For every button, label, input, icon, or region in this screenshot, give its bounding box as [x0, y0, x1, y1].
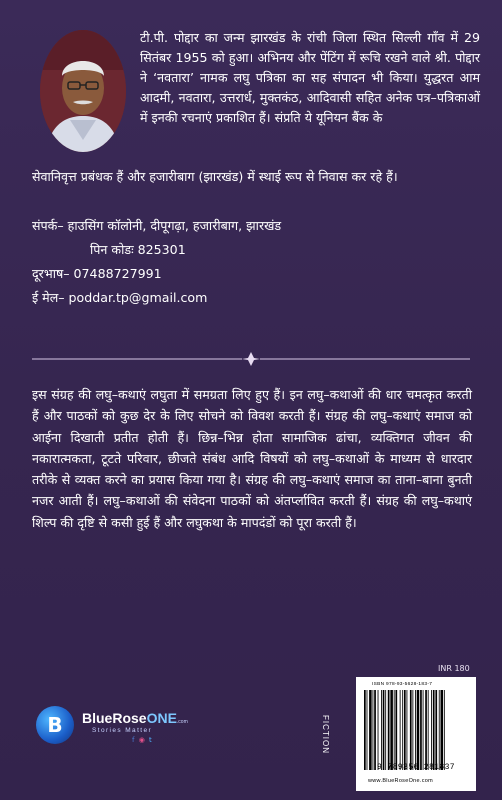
barcode-bar: [423, 690, 424, 770]
barcode-bar: [410, 690, 412, 770]
genre-label-vertical: [321, 690, 342, 790]
barcode-panel: [356, 677, 476, 791]
barcode-bar: [435, 690, 437, 770]
publisher-tagline: Stories Matter: [92, 727, 153, 734]
contact-address: संपर्क– हाउसिंग कॉलोनी, दीपूगढ़ा, हजारीबाग, झारखंड: [32, 218, 282, 233]
contact-pincode: पिन कोडः 825301: [90, 242, 186, 257]
logo-letter: B: [47, 713, 63, 737]
book-summary: इस संग्रह की लघु–कथाएं लघुता में समग्रता लिए हुए हैं। इन लघु–कथाओं की धार चमत्कृत करती हैं और पाठकों को कुछ देर के लिए सोचने को विवश करती हैं। संग्रह की लघु–कथाएं समाज को आईना दिखाती प्रतीत होती हैं। छिन्न–भिन्न होता सामाजिक ढांचा, व्यक्तिगत जीवन की नकारात्मकता, टूटते परिवार, छीजते संबंध आदि विषयों को लघु–कथाओं के माध्यम से धारदार तरीके से व्यक्त करने का प्रयास किया गया है। संग्रह की लघु–कथाएं समाज का ताना–बाना बुनती नजर आती हैं। लघु–कथाओं की संवेदना पाठकों को अंतर्प्लावित करती हैं। संग्रह की लघु–कथाएं शिल्प की दृष्टि से कसी हुई हैं और लघुकथा के मापदंडों को पूरा करती हैं।: [32, 387, 472, 530]
ornament-divider: [32, 351, 470, 365]
barcode-bar: [439, 690, 440, 770]
publisher-website: www.BlueRoseOne.com: [368, 778, 434, 784]
barcode-bar: [364, 690, 366, 770]
barcode-graphic: [362, 690, 472, 770]
barcode-bar: [404, 690, 406, 770]
barcode-bar: [425, 690, 427, 770]
barcode-bar: [407, 690, 408, 770]
publisher-name-suffix: .com: [176, 719, 188, 725]
instagram-icon: ◉: [138, 736, 146, 744]
barcode-bar: [378, 690, 379, 770]
barcode-bar: [369, 690, 372, 770]
barcode-bar: [395, 690, 397, 770]
barcode-bar: [390, 690, 393, 770]
barcode-bar: [367, 690, 368, 770]
barcode-bar: [431, 690, 432, 770]
barcode-bar: [444, 690, 445, 770]
price-label: INR 180: [438, 664, 470, 673]
author-portrait: [40, 30, 126, 152]
contact-email: ई मेल– poddar.tp@gmail.com: [32, 290, 208, 305]
barcode-bar: [374, 690, 376, 770]
publisher-logo: [36, 700, 188, 750]
barcode-bar: [394, 690, 395, 770]
facebook-icon: f: [132, 736, 136, 744]
twitter-icon: t: [149, 736, 153, 744]
barcode-bar: [420, 690, 422, 770]
contact-block: [32, 214, 281, 310]
barcode-digits: 9 789356 281837: [376, 763, 455, 772]
author-bio-continued: सेवानिवृत्त प्रबंधक हैं और हजारीबाग (झारखंड) में स्थाई रूप से निवास कर रहे हैं।: [32, 169, 398, 184]
barcode-bar: [388, 690, 390, 770]
barcode-bar: [441, 690, 444, 770]
barcode-bar: [433, 690, 435, 770]
isbn-label: ISBN 978-93-5628-183-7: [372, 682, 433, 687]
contact-phone: दूरभाष– 07488727991: [32, 266, 162, 281]
social-icons: [132, 736, 153, 744]
barcode-bar: [385, 690, 386, 770]
barcode-bar: [412, 690, 413, 770]
genre-label: FICTION: [321, 715, 330, 754]
star-ornament-icon: [242, 352, 260, 366]
barcode-bar: [373, 690, 374, 770]
bluerose-logo-icon: [36, 706, 74, 744]
barcode-bar: [400, 690, 401, 770]
publisher-name: [82, 710, 188, 726]
barcode-bar: [402, 690, 403, 770]
publisher-name-main: BlueRose: [82, 710, 147, 726]
barcode-bar: [381, 690, 382, 770]
barcode-bar: [415, 690, 416, 770]
author-bio: टी.पी. पोद्दार का जन्म झारखंड के रांची जिला स्थित सिल्ली गाँव में 29 सितंबर 1955 को हुआ। अभिनय और पेंटिंग में रूचि रखने वाले श्री. पोद्दार ने ‘नवतारा’ नामक लघु पत्रिका का सह संपादन भी किया। युद्धरत आम आदमी, नवतारा, उत्तरार्ध, मुक्तकंठ, आदिवासी सहित अनेक पत्र–पत्रिकाओं में इनकी रचनाएं प्रकाशित हैं। संप्रति ये यूनियन बैंक के: [140, 30, 480, 125]
barcode-bar: [383, 690, 385, 770]
publisher-name-accent: ONE: [146, 710, 177, 726]
barcode-bar: [428, 690, 429, 770]
barcode-bar: [417, 690, 420, 770]
